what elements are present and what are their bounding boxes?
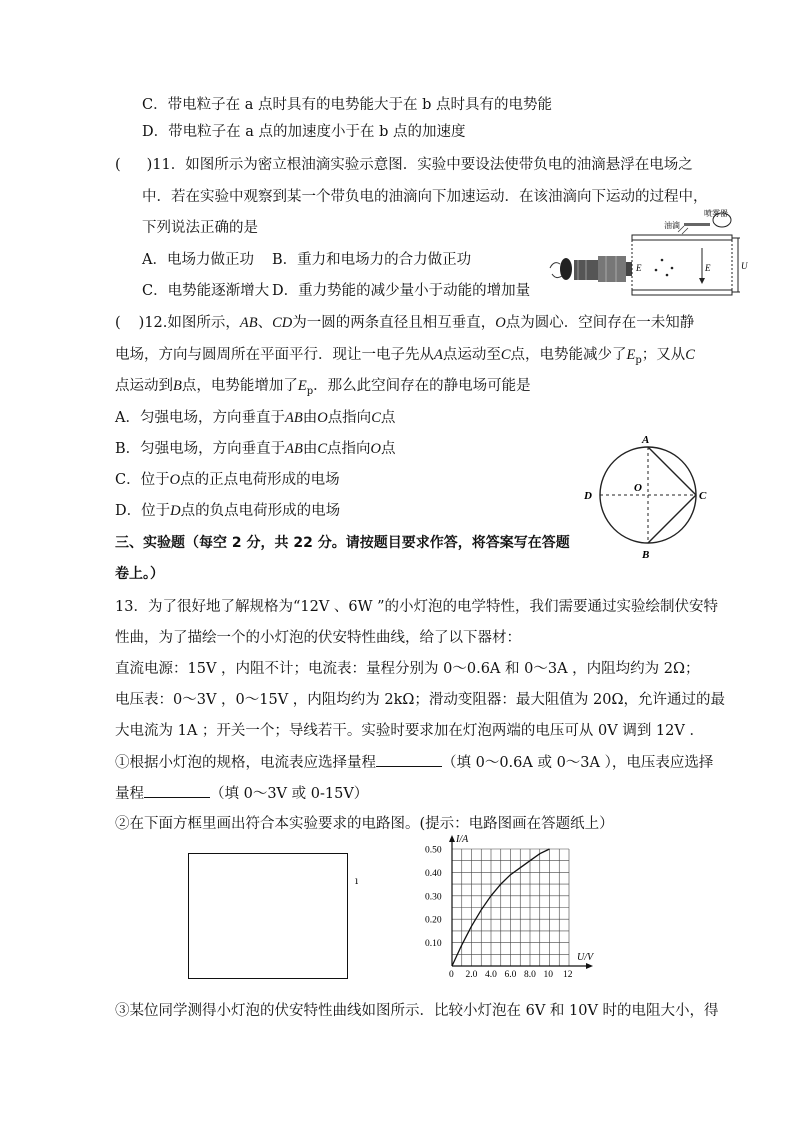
point-a-label: A: [642, 434, 650, 446]
x-tick-label: 6.0: [504, 970, 517, 980]
millikan-figure: [544, 208, 749, 307]
q11-option-c: C．电势能逐渐增大: [142, 283, 270, 299]
point-d-label: D: [584, 490, 592, 502]
field-label-e1: E: [636, 263, 642, 273]
answer-paren: (: [115, 157, 121, 173]
q13-sub-1-cont: 量程 （填 0～3V 或 0-15V）: [115, 783, 368, 804]
q13-line-5: 大电流为 1A ；开关一个；导线若干。实验时要求加在灯泡两端的电压可从 0V 调到 12V ．: [115, 723, 704, 739]
oil-label: 油滴: [664, 221, 680, 230]
answer-blank-voltage-range[interactable]: [144, 783, 210, 798]
answer-paren: (: [115, 315, 121, 331]
y-tick-label: 0.40: [425, 868, 442, 879]
stray-mark: ı: [355, 876, 359, 887]
sprayer-label: 喷雾器: [704, 209, 728, 218]
q13-sub-2: ②在下面方框里画出符合本实验要求的电路图。(提示：电路图画在答题纸上）: [115, 816, 614, 832]
field-label-e2: E: [705, 263, 711, 273]
q13-line-4: 电压表：0～3V ，0～15V ，内阻均约为 2kΩ；滑动变阻器：最大阻值为 20Ω，允许通过的最: [115, 692, 726, 708]
y-tick-label: 0.10: [425, 939, 442, 950]
y-axis-label: I/A: [456, 834, 469, 845]
q12-option-a: A．匀强电场，方向垂直于AB由O点指向C点: [115, 410, 396, 426]
q12-option-b: B．匀强电场，方向垂直于AB由C点指向O点: [115, 441, 396, 457]
top-plate: [632, 235, 732, 240]
x-axis-label: U/V: [577, 952, 594, 963]
q11-stem: )11．如图所示为密立根油滴实验示意图．实验中要设法使带负电的油滴悬浮在电场之: [146, 157, 693, 173]
x-tick-label: 10: [543, 970, 553, 980]
q11-line-2: 中．若在实验中观察到某一个带负电的油滴向下加速运动．在该油滴向下运动的过程中，: [142, 189, 708, 205]
q13-line-2: 性曲，为了描绘一个的小灯泡的伏安特性曲线，给了以下器材：: [115, 630, 521, 646]
point-o-label: O: [634, 482, 642, 494]
q13-sub-3: ③某位同学测得小灯泡的伏安特性曲线如图所示．比较小灯泡在 6V 和 10V 时的电阻大小，得: [115, 1003, 719, 1019]
bottom-plate: [632, 290, 732, 295]
point-b-label: B: [642, 549, 650, 561]
section-3-heading-2: 卷上。）: [115, 566, 164, 582]
q12-line-3: 点运动到B点，电势能增加了$E_p$．那么此空间存在的静电场可能是: [115, 378, 531, 397]
x-tick-label: 12: [563, 970, 573, 980]
q11-option-b: B．重力和电场力的合力做正功: [272, 252, 472, 268]
q13-line-1: 13．为了很好地了解规格为“12V 、6W ”的小灯泡的电学特性，我们需要通过实验绘制伏安特: [115, 599, 719, 615]
q11-line-1: [115, 155, 693, 175]
q12-line-2: 电场，方向与圆周所在平面平行．现让一电子先从A点运动至C点，电势能减少了$E_p$；又从C: [115, 347, 695, 366]
q10-option-c: C．带电粒子在 a 点时具有的电势能大于在 b 点时具有的电势能: [142, 97, 552, 113]
q12-option-c: C．位于O点的正点电荷形成的电场: [115, 472, 340, 488]
x-tick-label: 0: [449, 970, 454, 980]
x-tick-label: 2.0: [465, 970, 478, 980]
answer-blank-current-range[interactable]: [376, 752, 442, 767]
circuit-drawing-box: [188, 853, 348, 979]
y-tick-label: 0.50: [425, 845, 442, 856]
voltage-label: U: [741, 261, 748, 271]
x-axis-arrow: [586, 963, 593, 969]
x-tick-label: 8.0: [524, 970, 536, 980]
q12-option-d: D．位于D点的负点电荷形成的电场: [115, 503, 341, 519]
y-axis-arrow: [449, 835, 455, 842]
q11-option-d: D．重力势能的减少量小于动能的增加量: [272, 283, 531, 299]
iu-chart: [418, 836, 608, 986]
q11-line-3: 下列说法正确的是: [142, 220, 258, 236]
q11-option-a: A．电场力做正功: [142, 252, 254, 268]
x-tick-label: 4.0: [485, 970, 497, 980]
section-3-heading-1: 三、实验题（每空 2 分，共 22 分。请按题目要求作答，将答案写在答题: [115, 535, 570, 551]
y-tick-label: 0.30: [425, 892, 442, 903]
q13-line-3: 直流电源：15V ，内阻不计；电流表：量程分别为 0～0.6A 和 0～3A ，内阻均约为 2Ω；: [115, 661, 700, 677]
point-c-label: C: [699, 490, 707, 502]
circle-figure: [578, 434, 718, 568]
q13-sub-1: ①根据小灯泡的规格，电流表应选择量程 （填 0～0.6A 或 0～3A ），电压表应选择: [115, 752, 713, 773]
q10-option-d: D．带电粒子在 a 点的加速度小于在 b 点的加速度: [142, 124, 466, 140]
y-tick-label: 0.20: [425, 915, 442, 926]
q12-line-1: ( )12.如图所示，AB、CD为一圆的两条直径且相互垂直，O点为圆心．空间存在一未知静: [115, 315, 695, 331]
